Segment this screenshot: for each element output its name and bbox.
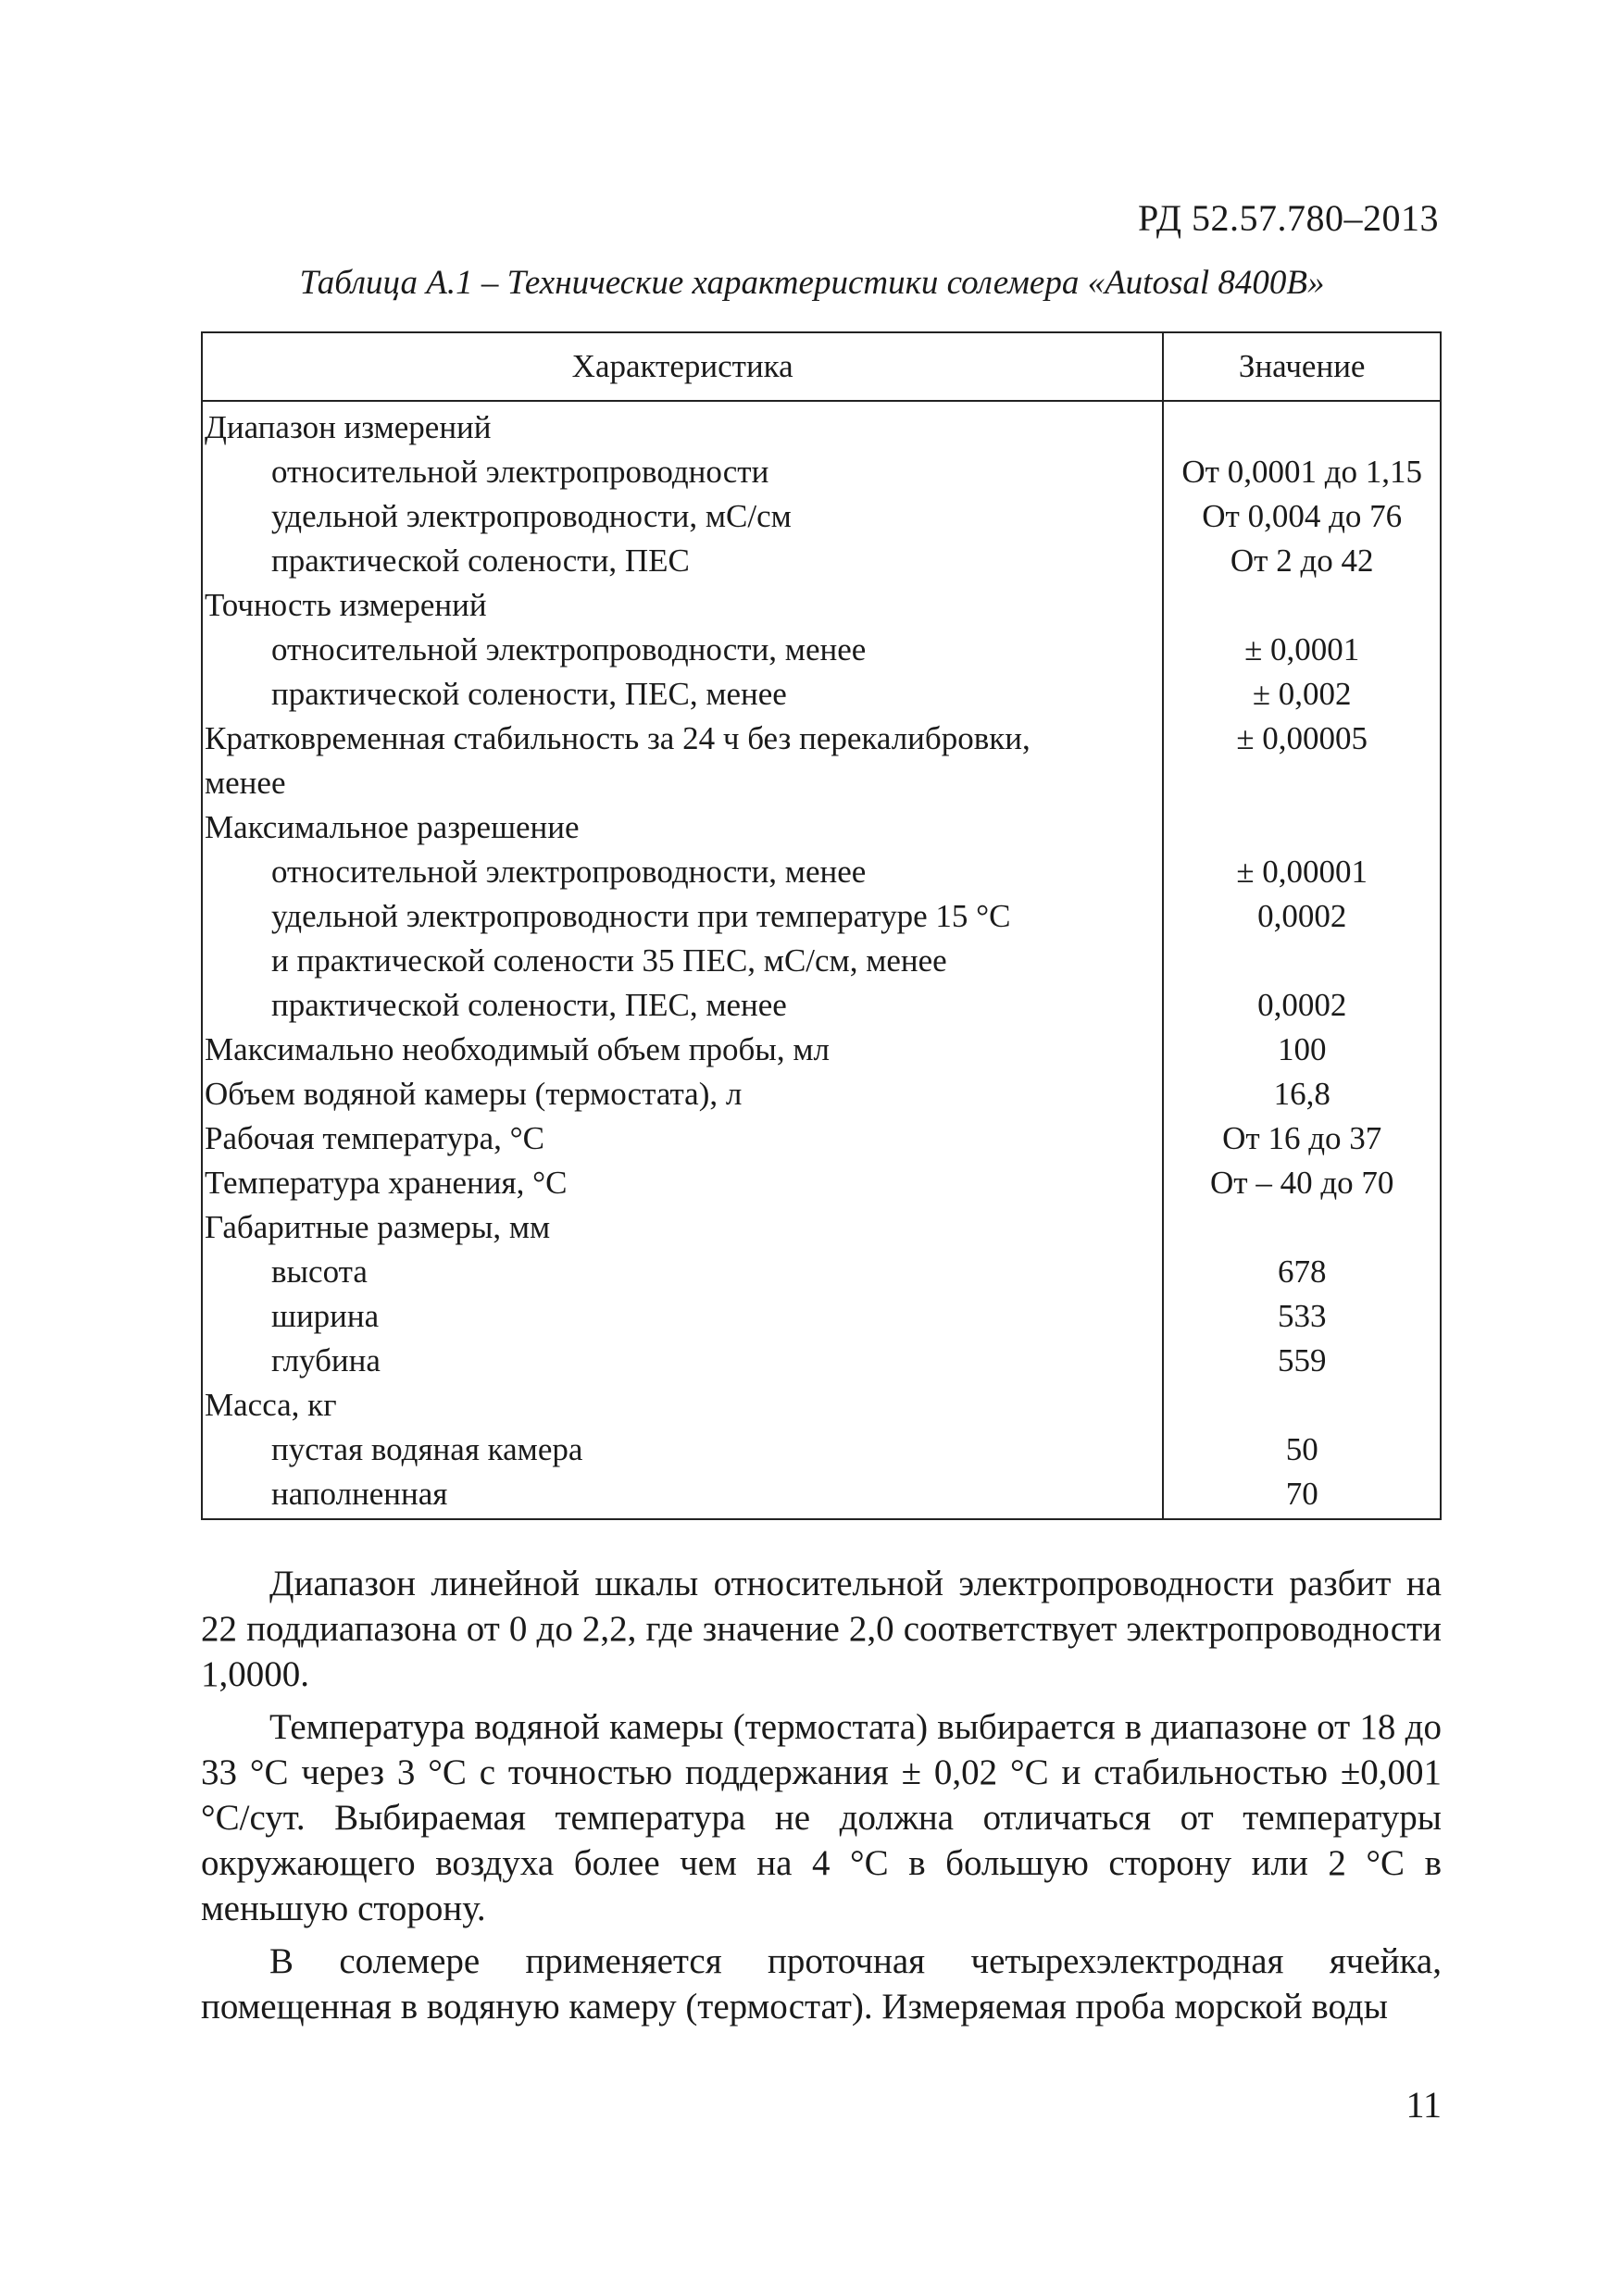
table-row — [202, 450, 1441, 494]
table-row — [202, 539, 1441, 583]
row-value — [1163, 401, 1441, 450]
row-value: ± 0,0001 — [1163, 628, 1441, 672]
row-characteristic: Точность измерений — [202, 583, 1163, 628]
table-row — [202, 1161, 1441, 1205]
table-row — [202, 1072, 1441, 1116]
table-row — [202, 939, 1441, 983]
table-row — [202, 1383, 1441, 1428]
paragraph: В солемере применяется проточная четырехэлектродная ячейка, помещенная в водяную камеру (термостат). Измеряемая проба морской воды — [201, 1941, 1442, 2027]
page-number: 11 — [1405, 2084, 1442, 2126]
row-value — [1163, 939, 1441, 983]
table-row — [202, 761, 1441, 805]
row-characteristic: удельной электропроводности, мС/см — [202, 494, 1163, 539]
row-value: 100 — [1163, 1028, 1441, 1072]
row-value: От 2 до 42 — [1163, 539, 1441, 583]
row-value: ± 0,00001 — [1163, 850, 1441, 894]
row-value — [1163, 805, 1441, 850]
row-value: От – 40 до 70 — [1163, 1161, 1441, 1205]
row-characteristic: Объем водяной камеры (термостата), л — [202, 1072, 1163, 1116]
table-header-row — [202, 332, 1441, 401]
row-characteristic: относительной электропроводности, менее — [202, 628, 1163, 672]
table-row — [202, 1116, 1441, 1161]
table-row — [202, 494, 1441, 539]
row-characteristic: ширина — [202, 1294, 1163, 1339]
table-row — [202, 1472, 1441, 1519]
table-row — [202, 628, 1441, 672]
table-row — [202, 401, 1441, 450]
row-characteristic: практической солености, ПЕС, менее — [202, 672, 1163, 717]
table-row — [202, 1339, 1441, 1383]
table-row — [202, 805, 1441, 850]
specifications-table — [201, 331, 1442, 1520]
paragraph: Диапазон линейной шкалы относительной электропроводности разбит на 22 поддиапазона от 0 до 2,2, где значение 2,0 соответствует электропроводности 1,0000. — [201, 1564, 1442, 1694]
table-row — [202, 894, 1441, 939]
row-characteristic: Максимальное разрешение — [202, 805, 1163, 850]
row-value: От 0,004 до 76 — [1163, 494, 1441, 539]
row-characteristic: Кратковременная стабильность за 24 ч без перекалибровки, — [202, 717, 1163, 761]
row-value: ± 0,00005 — [1163, 717, 1441, 761]
document-code: РД 52.57.780–2013 — [1137, 197, 1439, 239]
table-row — [202, 583, 1441, 628]
row-value: От 0,0001 до 1,15 — [1163, 450, 1441, 494]
row-value: 533 — [1163, 1294, 1441, 1339]
row-value: 559 — [1163, 1339, 1441, 1383]
table-row — [202, 1205, 1441, 1250]
row-characteristic: практической солености, ПЕС — [202, 539, 1163, 583]
row-value — [1163, 1205, 1441, 1250]
row-characteristic: высота — [202, 1250, 1163, 1294]
row-characteristic: менее — [202, 761, 1163, 805]
table-row — [202, 850, 1441, 894]
row-characteristic: относительной электропроводности — [202, 450, 1163, 494]
body-text — [201, 1561, 1442, 2037]
row-value: От 16 до 37 — [1163, 1116, 1441, 1161]
row-characteristic: Масса, кг — [202, 1383, 1163, 1428]
table-row — [202, 1028, 1441, 1072]
row-characteristic: и практической солености 35 ПЕС, мС/см, менее — [202, 939, 1163, 983]
table-caption: Таблица А.1 – Технические характеристики солемера «Autosal 8400B» — [299, 264, 1325, 302]
column-header-characteristic: Характеристика — [202, 332, 1163, 401]
row-characteristic: относительной электропроводности, менее — [202, 850, 1163, 894]
row-characteristic: пустая водяная камера — [202, 1428, 1163, 1472]
table-body — [202, 401, 1441, 1519]
row-value: 70 — [1163, 1472, 1441, 1519]
table-row — [202, 1294, 1441, 1339]
row-value — [1163, 761, 1441, 805]
table-row — [202, 1428, 1441, 1472]
row-characteristic: Диапазон измерений — [202, 401, 1163, 450]
table-row — [202, 983, 1441, 1028]
row-characteristic: Температура хранения, °С — [202, 1161, 1163, 1205]
row-value: 678 — [1163, 1250, 1441, 1294]
row-characteristic: Рабочая температура, °С — [202, 1116, 1163, 1161]
row-characteristic: практической солености, ПЕС, менее — [202, 983, 1163, 1028]
row-value — [1163, 583, 1441, 628]
row-characteristic: Габаритные размеры, мм — [202, 1205, 1163, 1250]
row-value: 0,0002 — [1163, 894, 1441, 939]
row-characteristic: наполненная — [202, 1472, 1163, 1519]
paragraph: Температура водяной камеры (термостата) выбирается в диапазоне от 18 до 33 °С через 3 °С с точностью поддержания ± 0,02 °С и стабильностью ±0,001 °С/сут. Выбираемая температура не должна отличаться от температуры окружающего воздуха более чем на 4 °С в большую сторону или 2 °С в меньшую сторону. — [201, 1707, 1442, 1928]
table-row — [202, 672, 1441, 717]
row-value — [1163, 1383, 1441, 1428]
table-row — [202, 1250, 1441, 1294]
row-value: 16,8 — [1163, 1072, 1441, 1116]
row-value: 0,0002 — [1163, 983, 1441, 1028]
row-characteristic: глубина — [202, 1339, 1163, 1383]
row-value: 50 — [1163, 1428, 1441, 1472]
row-value: ± 0,002 — [1163, 672, 1441, 717]
row-characteristic: удельной электропроводности при температуре 15 °С — [202, 894, 1163, 939]
table-row — [202, 717, 1441, 761]
row-characteristic: Максимально необходимый объем пробы, мл — [202, 1028, 1163, 1072]
column-header-value: Значение — [1163, 332, 1441, 401]
